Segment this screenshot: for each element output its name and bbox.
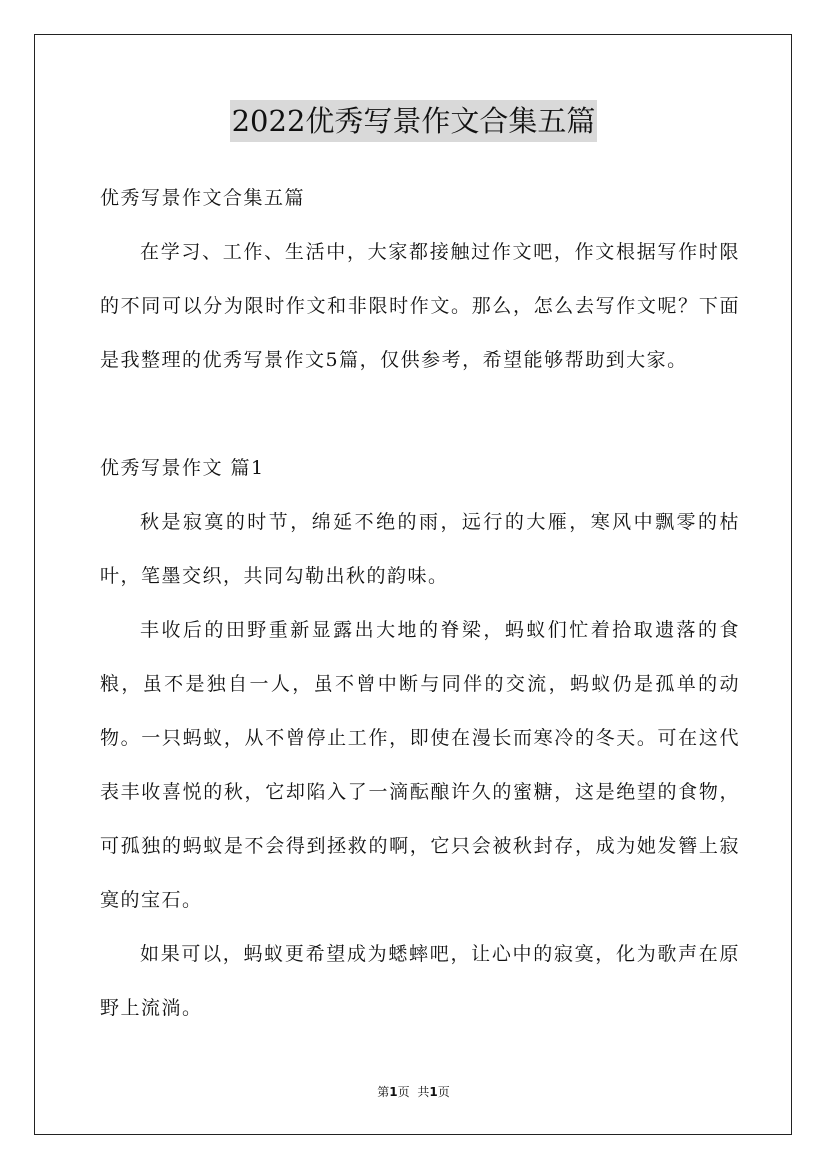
document-body (100, 171, 740, 1035)
document-title: 2022优秀写景作文合集五篇 (230, 100, 598, 142)
intro-paragraph: 在学习、工作、生活中，大家都接触过作文吧，作文根据写作时限的不同可以分为限时作文和非限时作文。那么，怎么去写作文呢？下面是我整理的优秀写景作文5篇，仅供参考，希望能够帮助到大家。 (100, 241, 740, 371)
footer-page-number: 1 (389, 1085, 398, 1099)
page-footer (0, 1083, 827, 1101)
footer-total-prefix: 共 (417, 1085, 430, 1099)
footer-page-suffix: 页 (397, 1085, 410, 1099)
footer-page-prefix: 第 (377, 1085, 390, 1099)
body-paragraph-2: 丰收后的田野重新显露出大地的脊梁，蚂蚁们忙着拾取遗落的食粮，虽不是独自一人，虽不曾中断与同伴的交流，蚂蚁仍是孤单的动物。一只蚂蚁，从不曾停止工作，即使在漫长而寒冷的冬天。可在这代表丰收喜悦的秋，它却陷入了一滴酝酿许久的蜜糖，这是绝望的食物，可孤独的蚂蚁是不会得到拯救的啊，它只会被秋封存，成为她发簪上寂寞的宝石。 (100, 619, 740, 911)
section-heading: 优秀写景作文 篇1 (100, 457, 265, 479)
document-subtitle: 优秀写景作文合集五篇 (100, 187, 306, 209)
footer-total-suffix: 页 (437, 1085, 450, 1099)
body-paragraph-1: 秋是寂寞的时节，绵延不绝的雨，远行的大雁，寒风中飘零的枯叶，笔墨交织，共同勾勒出秋的韵味。 (100, 511, 740, 587)
footer-total-pages: 1 (429, 1085, 438, 1099)
document-title-wrapper (0, 100, 827, 142)
section-spacer (100, 387, 740, 441)
body-paragraph-3: 如果可以，蚂蚁更希望成为蟋蟀吧，让心中的寂寞，化为歌声在原野上流淌。 (100, 943, 740, 1019)
